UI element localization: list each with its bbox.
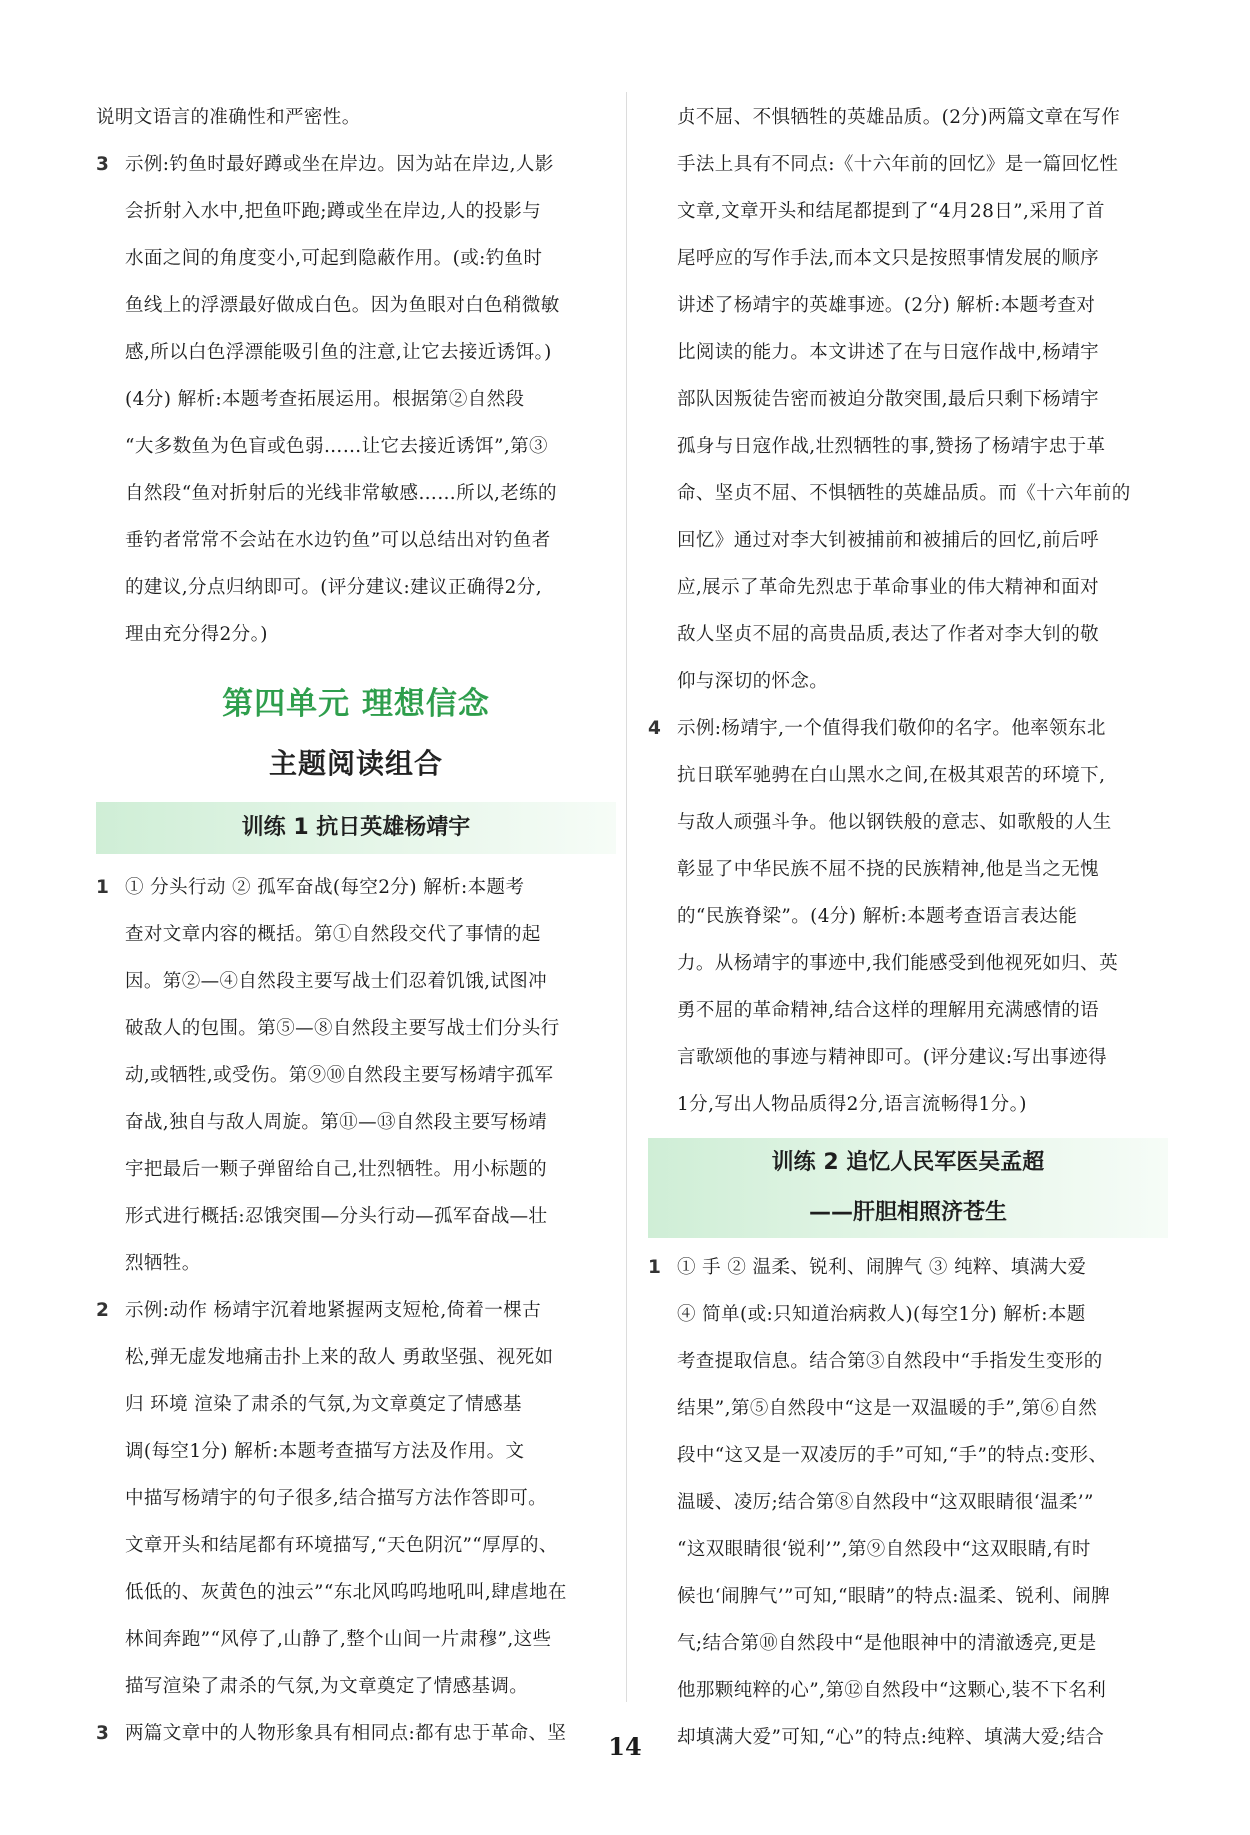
text-line: 抗日联军驰骋在白山黑水之间,在极其艰苦的环境下, xyxy=(677,765,1106,786)
training-2-banner xyxy=(648,1138,1168,1238)
text-line: “这双眼睛很‘锐利’”,第⑨自然段中“这双眼睛,有时 xyxy=(677,1539,1091,1560)
text-line: 归 环境 渲染了肃杀的气氛,为文章奠定了情感基 xyxy=(125,1394,522,1415)
text-line: 结果”,第⑤自然段中“这是一双温暖的手”,第⑥自然 xyxy=(677,1398,1098,1419)
text-line: 感,所以白色浮漂能吸引鱼的注意,让它去接近诱饵。) xyxy=(125,342,552,363)
question-number: 3 xyxy=(96,1723,110,1744)
text-line: 奋战,独自与敌人周旋。第⑪—⑬自然段主要写杨靖 xyxy=(125,1112,548,1133)
text-line: 形式进行概括:忍饿突围—分头行动—孤军奋战—壮 xyxy=(125,1206,548,1227)
text-line: 文章,文章开头和结尾都提到了“4月28日”,采用了首 xyxy=(677,201,1105,222)
question-number: 2 xyxy=(96,1300,110,1321)
question-number: 1 xyxy=(648,1257,662,1278)
text-line: 段中“这又是一双凌厉的手”可知,“手”的特点:变形、 xyxy=(677,1445,1108,1466)
text-line: 调(每空1分) 解析:本题考查描写方法及作用。文 xyxy=(125,1441,525,1462)
question-number: 4 xyxy=(648,718,662,739)
text-line: (4分) 解析:本题考查拓展运用。根据第②自然段 xyxy=(125,389,525,410)
text-line: 动,或牺牲,或受伤。第⑨⑩自然段主要写杨靖宇孤军 xyxy=(125,1065,554,1086)
text-line: 敌人坚贞不屈的高贵品质,表达了作者对李大钊的敬 xyxy=(677,624,1100,645)
text-line: 鱼线上的浮漂最好做成白色。因为鱼眼对白色稍微敏 xyxy=(125,295,560,316)
text-line: 会折射入水中,把鱼吓跑;蹲或坐在岸边,人的投影与 xyxy=(125,201,542,222)
training-2-subtitle: ——肝胆相照济苍生 xyxy=(808,1200,1007,1225)
text-line: 孤身与日寇作战,壮烈牺牲的事,赞扬了杨靖宇忠于革 xyxy=(677,436,1106,457)
text-line: 却填满大爱”可知,“心”的特点:纯粹、填满大爱;结合 xyxy=(677,1727,1105,1748)
unit-title: 第四单元 理想信念 xyxy=(222,686,490,722)
text-line: 与敌人顽强斗争。他以钢铁般的意志、如歌般的人生 xyxy=(677,812,1112,833)
question-number: 1 xyxy=(96,877,110,898)
text-line: 查对文章内容的概括。第①自然段交代了事情的起 xyxy=(125,924,541,945)
text-line: 手法上具有不同点:《十六年前的回忆》是一篇回忆性 xyxy=(677,154,1119,175)
text-line: 低低的、灰黄色的浊云”“东北风呜呜地吼叫,肆虐地在 xyxy=(125,1582,567,1603)
column-divider xyxy=(626,92,627,1702)
text-line: 气;结合第⑩自然段中“是他眼神中的清澈透亮,更是 xyxy=(677,1633,1097,1654)
text-line: 说明文语言的准确性和严密性。 xyxy=(96,107,361,128)
text-line: 垂钓者常常不会站在水边钓鱼”可以总结出对钓鱼者 xyxy=(125,530,551,551)
right-column xyxy=(648,94,1168,1761)
answer-1-first-line: 1 ① 手 ② 温柔、锐利、闹脾气 ③ 纯粹、填满大爱 xyxy=(648,1244,1168,1291)
text-line: ④ 简单(或:只知道治病救人)(每空1分) 解析:本题 xyxy=(677,1304,1086,1325)
text-line: “大多数鱼为色盲或色弱……让它去接近诱饵”,第③ xyxy=(125,436,548,457)
section-title: 主题阅读组合 xyxy=(268,747,443,780)
text-line: 尾呼应的写作手法,而本文只是按照事情发展的顺序 xyxy=(677,248,1100,269)
answer-2-first-line: 2 示例:动作 杨靖宇沉着地紧握两支短枪,倚着一棵古 xyxy=(96,1287,616,1334)
answer-1-first-line: 1 ① 分头行动 ② 孤军奋战(每空2分) 解析:本题考 xyxy=(96,864,616,911)
text-line: 力。从杨靖宇的事迹中,我们能感受到他视死如归、英 xyxy=(677,953,1118,974)
text-line: 1分,写出人物品质得2分,语言流畅得1分。) xyxy=(677,1094,1027,1115)
text-line: 言歌颂他的事迹与精神即可。(评分建议:写出事迹得 xyxy=(677,1047,1108,1068)
text-line: 中描写杨靖宇的句子很多,结合描写方法作答即可。 xyxy=(125,1488,548,1509)
text-line: 彰显了中华民族不屈不挠的民族精神,他是当之无愧 xyxy=(677,859,1100,880)
text-line: 部队因叛徒告密而被迫分散突围,最后只剩下杨靖宇 xyxy=(677,389,1100,410)
text-line: 他那颗纯粹的心”,第⑫自然段中“这颗心,装不下名利 xyxy=(677,1680,1107,1701)
text-line: 描写渲染了肃杀的气氛,为文章奠定了情感基调。 xyxy=(125,1676,529,1697)
text-line: 水面之间的角度变小,可起到隐蔽作用。(或:钓鱼时 xyxy=(125,248,543,269)
text-line: 比阅读的能力。本文讲述了在与日寇作战中,杨靖宇 xyxy=(677,342,1100,363)
text-line: 林间奔跑”“风停了,山静了,整个山间一片肃穆”,这些 xyxy=(125,1629,552,1650)
text-line: 的“民族脊梁”。(4分) 解析:本题考查语言表达能 xyxy=(677,906,1078,927)
text-line: 宇把最后一颗子弹留给自己,壮烈牺牲。用小标题的 xyxy=(125,1159,548,1180)
text-line: 候也‘闹脾气’”可知,“眼睛”的特点:温柔、锐利、闹脾 xyxy=(677,1586,1111,1607)
training-1-banner: 训练 1 抗日英雄杨靖宇 xyxy=(96,802,616,854)
text-line: 应,展示了革命先烈忠于革命事业的伟大精神和面对 xyxy=(677,577,1100,598)
training-2-title: 训练 2 追忆人民军医吴孟超 xyxy=(771,1150,1045,1175)
answer-3-first-line: 3 示例:钓鱼时最好蹲或坐在岸边。因为站在岸边,人影 xyxy=(96,141,616,188)
text-line: 烈牺牲。 xyxy=(125,1253,201,1274)
question-number: 3 xyxy=(96,154,110,175)
text-line: 破敌人的包围。第⑤—⑧自然段主要写战士们分头行 xyxy=(125,1018,560,1039)
text-line: 文章开头和结尾都有环境描写,“天色阴沉”“厚厚的、 xyxy=(125,1535,558,1556)
left-column xyxy=(96,94,616,1757)
answer-4-first-line: 4 示例:杨靖宇,一个值得我们敬仰的名字。他率领东北 xyxy=(648,705,1168,752)
text-line: 的建议,分点归纳即可。(评分建议:建议正确得2分, xyxy=(125,577,542,598)
text-line: 理由充分得2分。) xyxy=(125,624,268,645)
page-number: 14 xyxy=(608,1732,642,1761)
text-line: 回忆》通过对李大钊被捕前和被捕后的回忆,前后呼 xyxy=(677,530,1100,551)
text-line: 命、坚贞不屈、不惧牺牲的英雄品质。而《十六年前的 xyxy=(677,483,1131,504)
text-line: 松,弹无虚发地痛击扑上来的敌人 勇敢坚强、视死如 xyxy=(125,1347,554,1368)
text-line: 讲述了杨靖宇的英雄事迹。(2分) 解析:本题考查对 xyxy=(677,295,1096,316)
text-line: 因。第②—④自然段主要写战士们忍着饥饿,试图冲 xyxy=(125,971,548,992)
text-line: 温暖、凌厉;结合第⑧自然段中“这双眼睛很‘温柔’” xyxy=(677,1492,1094,1513)
text-line: 考查提取信息。结合第③自然段中“手指发生变形的 xyxy=(677,1351,1103,1372)
answer-3b-first-line: 3 两篇文章中的人物形象具有相同点:都有忠于革命、坚 xyxy=(96,1710,616,1757)
text-line: 勇不屈的革命精神,结合这样的理解用充满感情的语 xyxy=(677,1000,1100,1021)
text-line: 仰与深切的怀念。 xyxy=(677,671,829,692)
text-line: 自然段“鱼对折射后的光线非常敏感……所以,老练的 xyxy=(125,483,557,504)
text-line: 贞不屈、不惧牺牲的英雄品质。(2分)两篇文章在写作 xyxy=(677,107,1121,128)
